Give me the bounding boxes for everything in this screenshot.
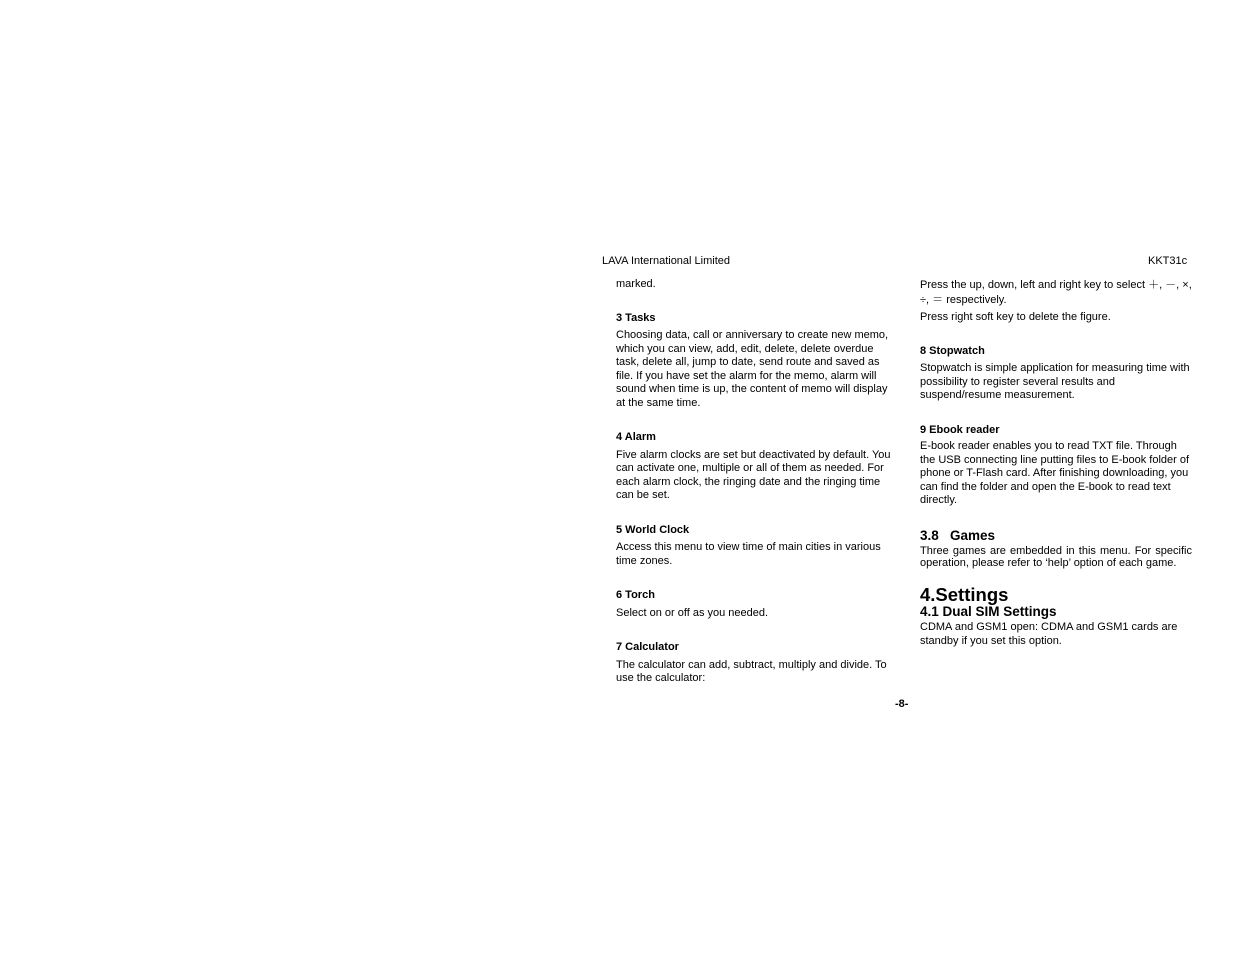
games-heading: 3.8 Games: [920, 527, 996, 543]
left-column: [616, 278, 892, 686]
header-model: KKT31c: [1148, 255, 1188, 267]
torch-body: Select on or off as you needed.: [616, 606, 769, 619]
right-column: [920, 278, 1192, 648]
stopwatch-heading: 8 Stopwatch: [920, 344, 985, 357]
torch-heading: 6 Torch: [616, 589, 655, 601]
ebook-body: E-book reader enables you to read TXT file. Through the USB connecting line putting files to E-book folder of phone or T-Flash card. After finishing downloading, you can find the folder and open the E-book to read text directly.: [920, 440, 1190, 506]
ebook-heading: 9 Ebook reader: [920, 423, 1000, 436]
calculator-keys-text: Press the up, down, left and right key to select ＋, －, ×, ÷, ＝ respectively.: [920, 279, 1192, 306]
calculator-heading: 7 Calculator: [616, 641, 679, 653]
header-company: LAVA International Limited: [602, 255, 731, 267]
dual-sim-body: CDMA and GSM1 open: CDMA and GSM1 cards are standby if you set this option.: [920, 621, 1178, 647]
tasks-heading: 3 Tasks: [616, 311, 656, 324]
alarm-heading: 4 Alarm: [616, 431, 656, 443]
stopwatch-body: Stopwatch is simple application for measuring time with possibility to register several results and suspend/resume measurement.: [920, 362, 1190, 401]
tasks-body: Choosing data, call or anniversary to create new memo, which you can view, add, edit, delete, delete overdue task, delete all, jump to date, send route and saved as file. If you have set the alarm for the memo, alarm will sound when time is up, the content of memo will display at the same time.: [616, 329, 889, 409]
world-clock-body: Access this menu to view time of main cities in various time zones.: [616, 541, 881, 567]
dual-sim-heading: 4.1 Dual SIM Settings: [920, 603, 1057, 619]
calculator-body: The calculator can add, subtract, multiply and divide. To use the calculator:: [616, 658, 887, 684]
games-body: Three games are embedded in this menu. For specific operation, please refer to ‘help’ option of each game.: [920, 545, 1192, 569]
world-clock-heading: 5 World Clock: [616, 523, 690, 536]
alarm-body: Five alarm clocks are set but deactivated by default. You can activate one, multiple or all of them as needed. For each alarm clock, the ringing date and the ringing time can be set.: [616, 448, 891, 501]
settings-heading: 4.Settings: [920, 584, 1009, 605]
intro-text: marked.: [616, 278, 656, 290]
calculator-delete-text: Press right soft key to delete the figure.: [920, 311, 1111, 323]
page-number: -8-: [895, 698, 909, 710]
